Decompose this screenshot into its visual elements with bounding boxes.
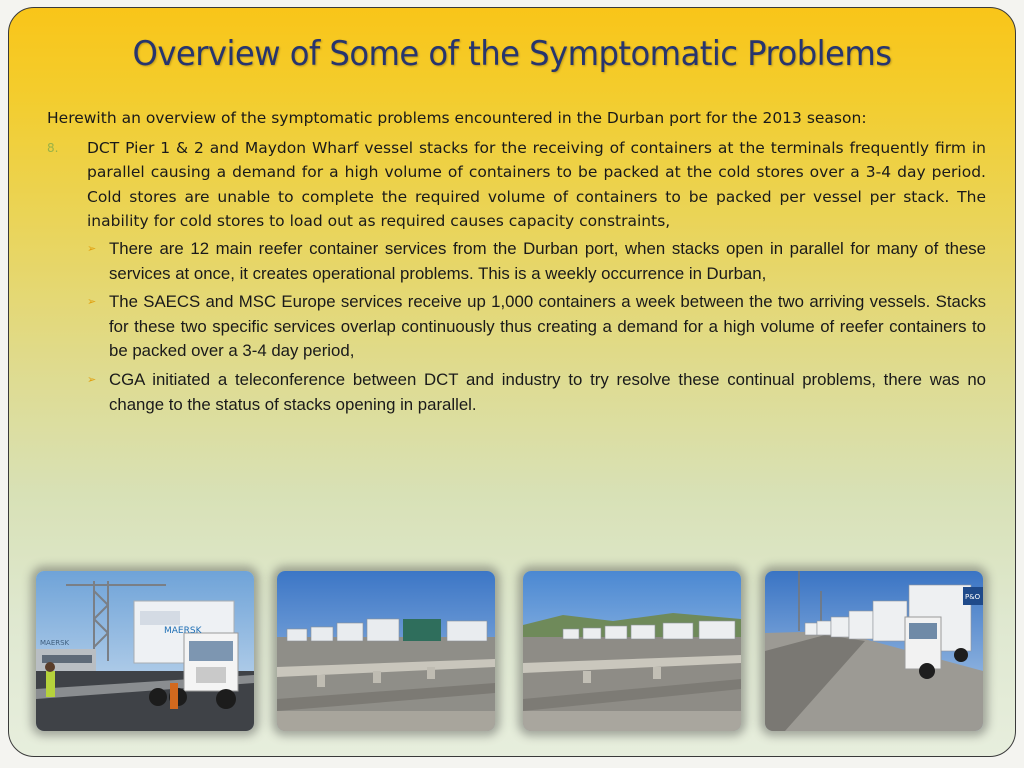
truck-brand-text: MAERSK bbox=[164, 626, 202, 636]
arrow-bullet-icon: ➢ bbox=[87, 296, 97, 309]
sub-bullet-item bbox=[87, 368, 986, 417]
sub-bullet-text: There are 12 main reefer container services from the Durban port, when stacks open in parallel for many of these services at once, it creates operational problems. This is a weekly occurrence in Durban, bbox=[109, 238, 986, 283]
container-side-text: MAERSK bbox=[40, 639, 70, 647]
numbered-item-text: DCT Pier 1 & 2 and Maydon Wharf vessel stacks for the receiving of containers at the terminals frequently firm in parallel causing a demand for a high volume of containers to be packed at the cold stores over a 3-4 day period. Cold stores are unable to complete the required volume of containers to be packed per vessel per stack. The inability for cold stores to load out as required causes capacity constraints, bbox=[87, 138, 986, 231]
truck-brand-text: P&O bbox=[965, 593, 981, 601]
sub-bullet-text: CGA initiated a teleconference between DCT and industry to try resolve these continual problems, there was no change to the status of stacks opening in parallel. bbox=[109, 369, 986, 414]
truck-queue-photo bbox=[277, 571, 495, 731]
sub-bullet-item bbox=[87, 237, 986, 286]
slide-title: Overview of Some of the Symptomatic Problems bbox=[132, 34, 892, 74]
truck-queue-photo bbox=[523, 571, 741, 731]
truck-queue-photo-image bbox=[765, 571, 983, 731]
numbered-item bbox=[47, 136, 986, 234]
truck-queue-photo bbox=[765, 571, 983, 731]
truck-photo bbox=[36, 571, 254, 731]
truck-photo-image bbox=[36, 571, 254, 731]
list-number: 8. bbox=[47, 140, 59, 155]
slide bbox=[8, 7, 1016, 757]
photo-strip bbox=[9, 571, 1015, 731]
intro-paragraph: Herewith an overview of the symptomatic problems encountered in the Durban port for the 2013 season: bbox=[47, 109, 867, 127]
truck-queue-photo-image bbox=[523, 571, 741, 731]
sub-bullet-text: The SAECS and MSC Europe services receive up 1,000 containers a week between the two arriving vessels. Stacks for these two specific services overlap continuously thus creating a demand for a high volume of reefer containers to be packed over a 3-4 day period, bbox=[109, 292, 986, 361]
sub-bullet-item bbox=[87, 290, 986, 364]
sub-bullet-list bbox=[87, 237, 986, 417]
arrow-bullet-icon: ➢ bbox=[87, 242, 97, 255]
arrow-bullet-icon: ➢ bbox=[87, 373, 97, 386]
truck-queue-photo-image bbox=[277, 571, 495, 731]
slide-body bbox=[47, 106, 986, 421]
